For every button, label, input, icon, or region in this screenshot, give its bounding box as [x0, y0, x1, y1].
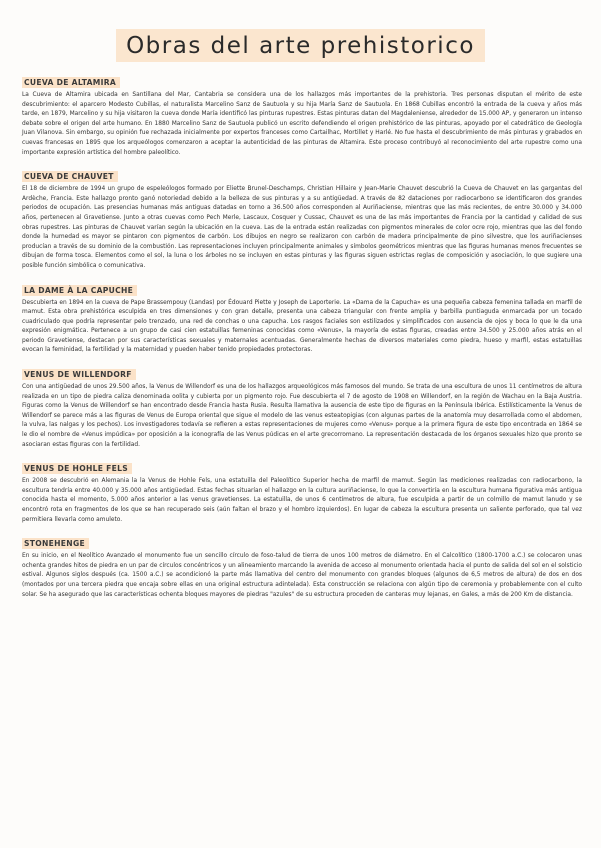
document-body	[22, 70, 582, 606]
section-heading: LA DAME À LA CAPUCHE	[22, 285, 137, 296]
section-paragraph: En su inicio, en el Neolítico Avanzado el monumento fue un sencillo círculo de foso-talud de tierra de unos 100 metros de diámetro. En el Calcolítico (1800-1700 a.C.) se colocaron unas ochenta grandes hitos de piedra en un par de círculos concéntricos y un alineamiento marcando la avenida de acceso al monumento orientada hacia el punto de salida del sol en el solsticio estival. Algunos siglos después (ca. 1500 a.C.) se acondicionó la parte más llamativa del centro del monumento con grandes bloques (algunos de 6,5 metros de altura) de dos en dos (montados por una tercera piedra que encaja sobre ellas en una original estructura adintelada). Esta construcción se relaciona con algún tipo de ceremonia y probablemente con el culto solar. Se ha asegurado que las características ochenta bloques mayores de piedras "azules" de su estructura proceden de canteras muy lejanas, en Gales, a más de 200 Km de distancia.	[22, 553, 582, 598]
section-altamira	[22, 70, 582, 158]
section-paragraph: En 2008 se descubrió en Alemania la la Venus de Hohle Fels, una estatuilla del Paleolítico Superior hecha de marfil de mamut. Según las mediciones realizadas con radiocarbono, la escultura tendría entre 40.000 y 35.000 años antigüedad. Estas fechas situarían el hallazgo en la cultura auriñaciense, lo que la convertiría en la escultura humana figurativa más antigua conocida hasta el momento, 5.000 años anterior a las venus gravetienses. La estatuilla, de unos 6 centímetros de altura, fue esculpida a partir de un colmillo de mamut lanudo y se encontró rota en fragmentos de los que se han recuperado seis (aún faltan el brazo y el hombro izquierdos). En lugar de cabeza la escultura presenta un saliente perforado, que tal vez permitiera llevarla como amuleto.	[22, 478, 582, 523]
section-paragraph: El 18 de diciembre de 1994 un grupo de espeleólogos formado por Eliette Brunel-Deschamps, Christian Hillaire y Jean-Marie Chauvet descubrió la Cueva de Chauvet en las gargantas del Ardèche, Francia. Este hallazgo pronto ganó notoriedad debido a la belleza de sus pinturas y a su antigüedad. A través de 82 dataciones por radiocarbono se identificaron dos grandes periodos de ocupación. Las presencias humanas más antiguas datadas en torno a 36.500 años corresponden al Auriñaciense, mientras que las más recientes, de entre 30.000 y 34.000 años, pertenecen al Gravetiense. Junto a otras cuevas como Pech Merle, Lascaux, Cosquer y Cussac, Chauvet es una de las más importantes de Francia por la cantidad y calidad de sus obras rupestres. Las pinturas de Chauvet varían según la ubicación en la cueva. Las de la entrada están realizadas con pigmentos minerales de color ocre rojo, mientras que las del fondo donde la humedad es mayor se pintaron con pigmentos de carbón. Los dibujos en negro se realizaron con carbón de madera principalmente de pino silvestre, que los auriñacienses producían a través de su dominio de la combustión. Las representaciones incluyen principalmente animales y símbolos geométricos mientras que las figuras humanas menos frecuentes se dibujan de forma tosca. Elementos como el sol, la luna o los árboles no se incluyen en estas pinturas y las figuras siguen estrictas reglas de composición y asociación, lo que sugiere una posible función simbólica o comunicativa.	[22, 186, 582, 269]
section-hohle-fels	[22, 456, 582, 525]
section-heading: VENUS DE HOHLE FELS	[22, 463, 132, 474]
section-paragraph: Con una antigüedad de unos 29.500 años, la Venus de Willendorf es una de los hallazgos arqueológicos más famosos del mundo. Se trata de una escultura de unos 11 centímetros de altura realizada en un tipo de piedra caliza denominada oolita y cubierta por un pigmento rojo. Fue descubierta el 7 de agosto de 1908 en Willendorf, en la región de Wachau en la Baja Austria. Figuras como la Venus de Willendorf se han encontrado desde Francia hasta Rusia. Resulta llamativa la ausencia de este tipo de figuras en la Península Ibérica. Estilísticamente la Venus de Willendorf se parece más a las figuras de Venus de Europa oriental que sigue el modelo de las venus esteatopigias (con algunas partes de la anatomía muy desarrollada como el abdomen, la vulva, las nalgas y los pechos). Los investigadores todavía se refieren a estas representaciones de mujeres como «Venus» porque a la primera figura de este tipo encontrada en 1864 se le dio el nombre de «Venus impúdica» por oposición a la iconografía de las Venus púdicas en el arte grecorromano. La representación destacada de los órganos sexuales hizo que pronto se asociaran estas figuras con la fertilidad.	[22, 384, 582, 448]
section-heading: CUEVA DE ALTAMIRA	[22, 77, 120, 88]
section-heading: VENUS DE WILLENDORF	[22, 369, 136, 380]
page-title: Obras del arte prehistorico	[116, 29, 485, 62]
section-chauvet	[22, 164, 582, 271]
section-heading: STONEHENGE	[22, 538, 89, 549]
section-paragraph: Descubierta en 1894 en la cueva de Pape Brassempouy (Landas) por Édouard Piette y Joseph de Laporterie. La «Dama de la Capucha» es una pequeña cabeza femenina tallada en marfil de mamut. Esta obra prehistórica esculpida en tres dimensiones y con gran detalle, presenta una cabeza triangular con frente amplia y barbilla puntiaguda enmarcada por un tocado cuadriculado que podría representar pelo trenzado, una red de conchas o una capucha. Los rasgos faciales son estilizados y simplificados con ausencia de ojos y boca lo que le da una expresión enigmática. Pertenece a un grupo de casi cien estatuillas femeninas conocidas como «Venus», la mayoría de estas figuras, creadas entre 34.500 y 25.000 años atrás en el periodo Gravetiense, destacan por sus características sexuales y maternales acentuadas. Generalmente hechas de diversos materiales como piedra, hueso y marfil, estas estatuillas evocan la feminidad, la fertilidad y la maternidad y pueden haber tenido propiedades protectoras.	[22, 299, 582, 354]
title-wrapper	[0, 14, 601, 78]
section-stonehenge	[22, 531, 582, 600]
section-willendorf	[22, 362, 582, 450]
section-paragraph: La Cueva de Altamira ubicada en Santillana del Mar, Cantabria se considera una de los hallazgos más importantes de la prehistoria. Tres personas disputan el mérito de este descubrimiento: el aparcero Modesto Cubillas, el naturalista Marcelino Sanz de Sautuola y su hija María Sanz de Sautuola. En 1868 Cubillas encontró la entrada de la cueva y años más tarde, en 1879, Marcelino y su hija visitaron la cueva donde María identificó las pinturas rupestres. Estas pinturas datan del Magdaleniense, alrededor de 15.000 AP, y generaron un intenso debate sobre el origen del arte humano. En 1880 Marcelino Sanz de Sautuola publicó un escrito defendiendo el origen prehistórico de las pinturas, apoyado por el catedrático de Geología Juan Vilanova. Sin embargo, su opinión fue rechazada inicialmente por expertos franceses como Cartailhac, Mortillet y Harlé. No fue hasta el descubrimiento de más pinturas y grabados en cuevas francesas en 1895 que los arqueólogos comenzaron a aceptar la autenticidad de las pinturas de Altamira. Este proceso contribuyó al reconocimiento del arte rupestre como una importante expresión artística del hombre paleolítico.	[22, 92, 582, 156]
section-dame-capuche	[22, 278, 582, 357]
section-heading: CUEVA DE CHAUVET	[22, 171, 118, 182]
